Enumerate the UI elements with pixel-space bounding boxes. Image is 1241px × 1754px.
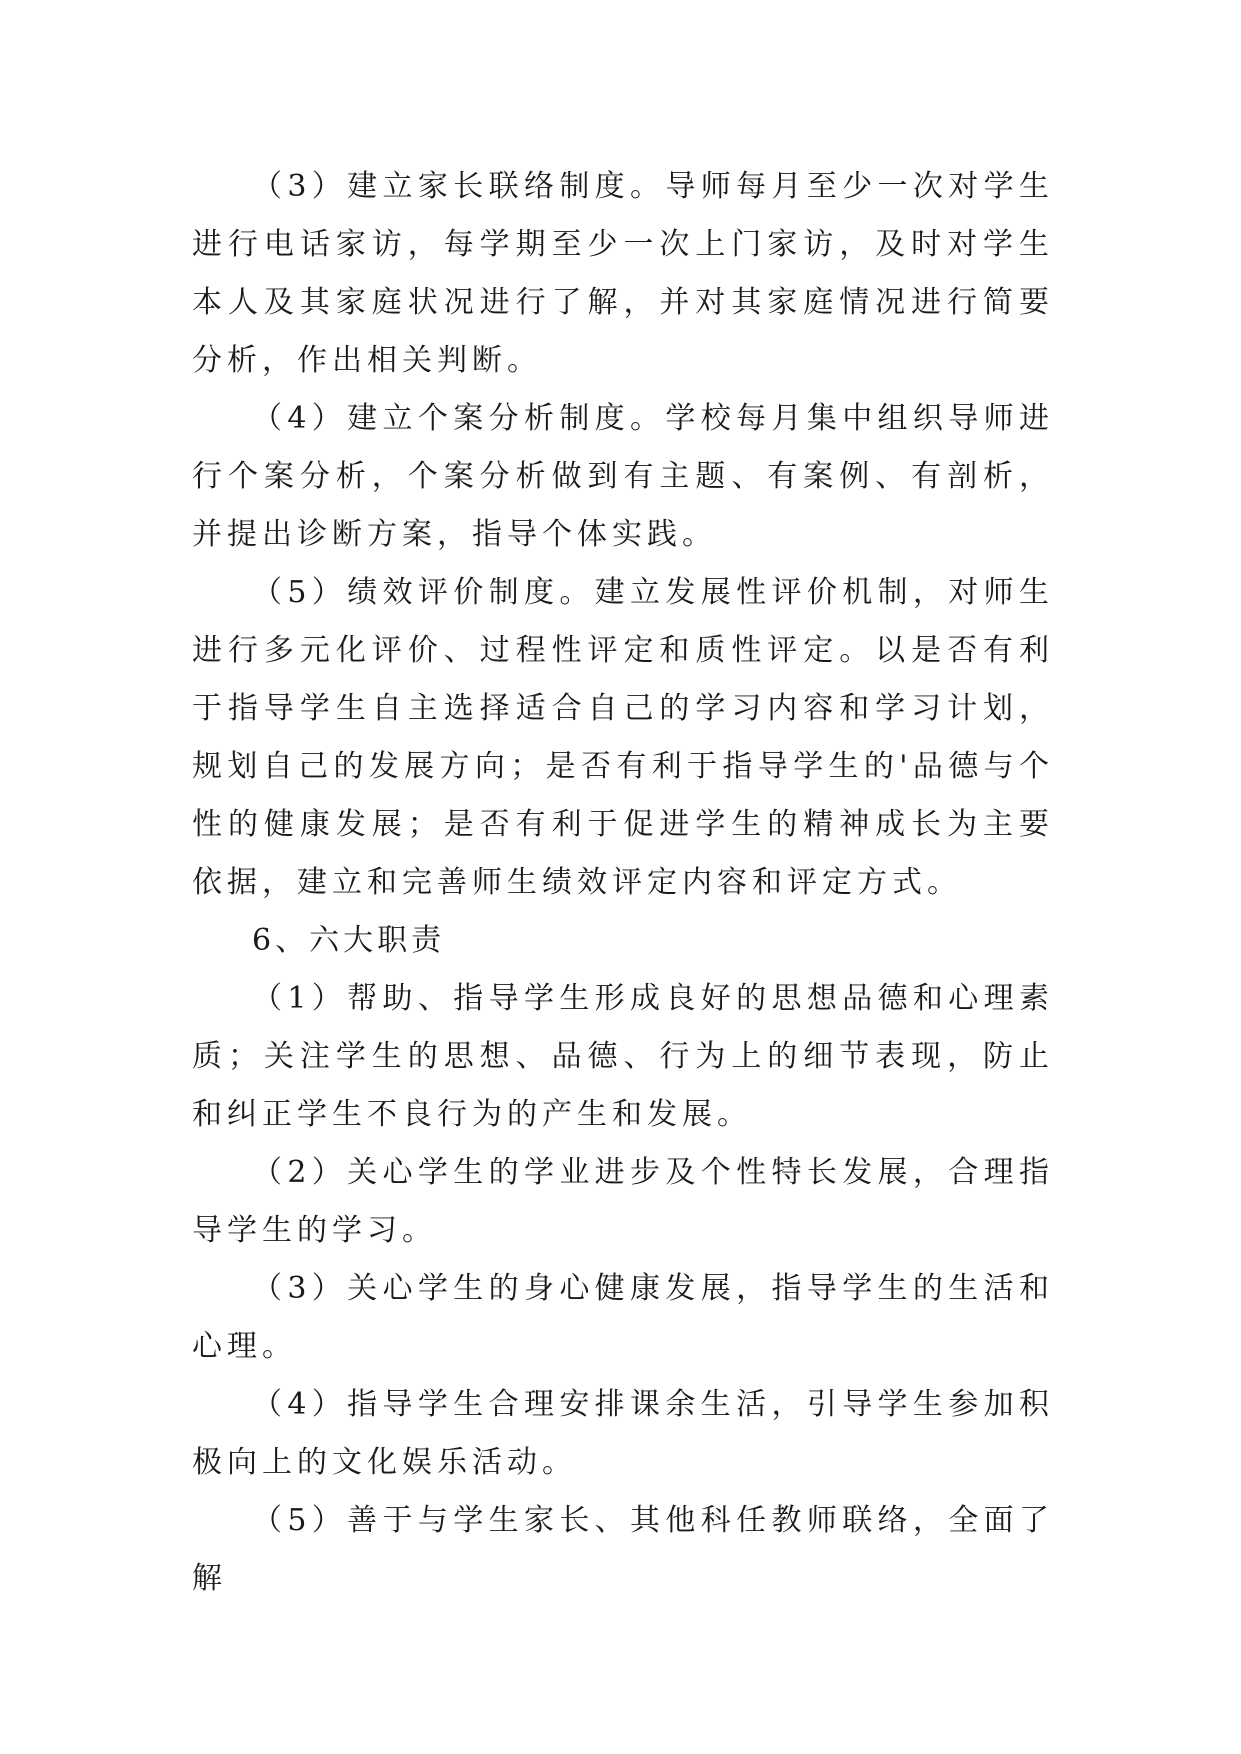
paragraph-duty-5: （5）善于与学生家长、其他科任教师联络，全面了解 [192, 1503, 1054, 1596]
paragraph-duty-3: （3）关心学生的身心健康发展，指导学生的生活和心理。 [192, 1271, 1054, 1364]
paragraph-duty-4: （4）指导学生合理安排课余生活，引导学生参加积极向上的文化娱乐活动。 [192, 1387, 1054, 1480]
paragraph-performance-evaluation-system: （5）绩效评价制度。建立发展性评价机制，对师生进行多元化评价、过程性评定和质性评定。以是否有利于指导学生自主选择适合自己的学习内容和学习计划，规划自己的发展方向；是否有利于指导学生的'品德与个性的健康发展；是否有利于促进学生的精神成长为主要依据，建立和完善师生绩效评定内容和评定方式。 [192, 575, 1054, 900]
paragraph-duty-1: （1）帮助、指导学生形成良好的思想品德和心理素质；关注学生的思想、品德、行为上的细节表现，防止和纠正学生不良行为的产生和发展。 [192, 981, 1054, 1132]
paragraph-parent-contact-system: （3）建立家长联络制度。导师每月至少一次对学生进行电话家访，每学期至少一次上门家访，及时对学生本人及其家庭状况进行了解，并对其家庭情况进行简要分析，作出相关判断。 [192, 169, 1054, 378]
document-body [192, 158, 1054, 1608]
paragraph-case-analysis-system: （4）建立个案分析制度。学校每月集中组织导师进行个案分析，个案分析做到有主题、有案例、有剖析，并提出诊断方案，指导个体实践。 [192, 401, 1054, 552]
paragraph-duty-2: （2）关心学生的学业进步及个性特长发展，合理指导学生的学习。 [192, 1155, 1054, 1248]
section-heading-six-duties: 6、六大职责 [252, 923, 446, 958]
